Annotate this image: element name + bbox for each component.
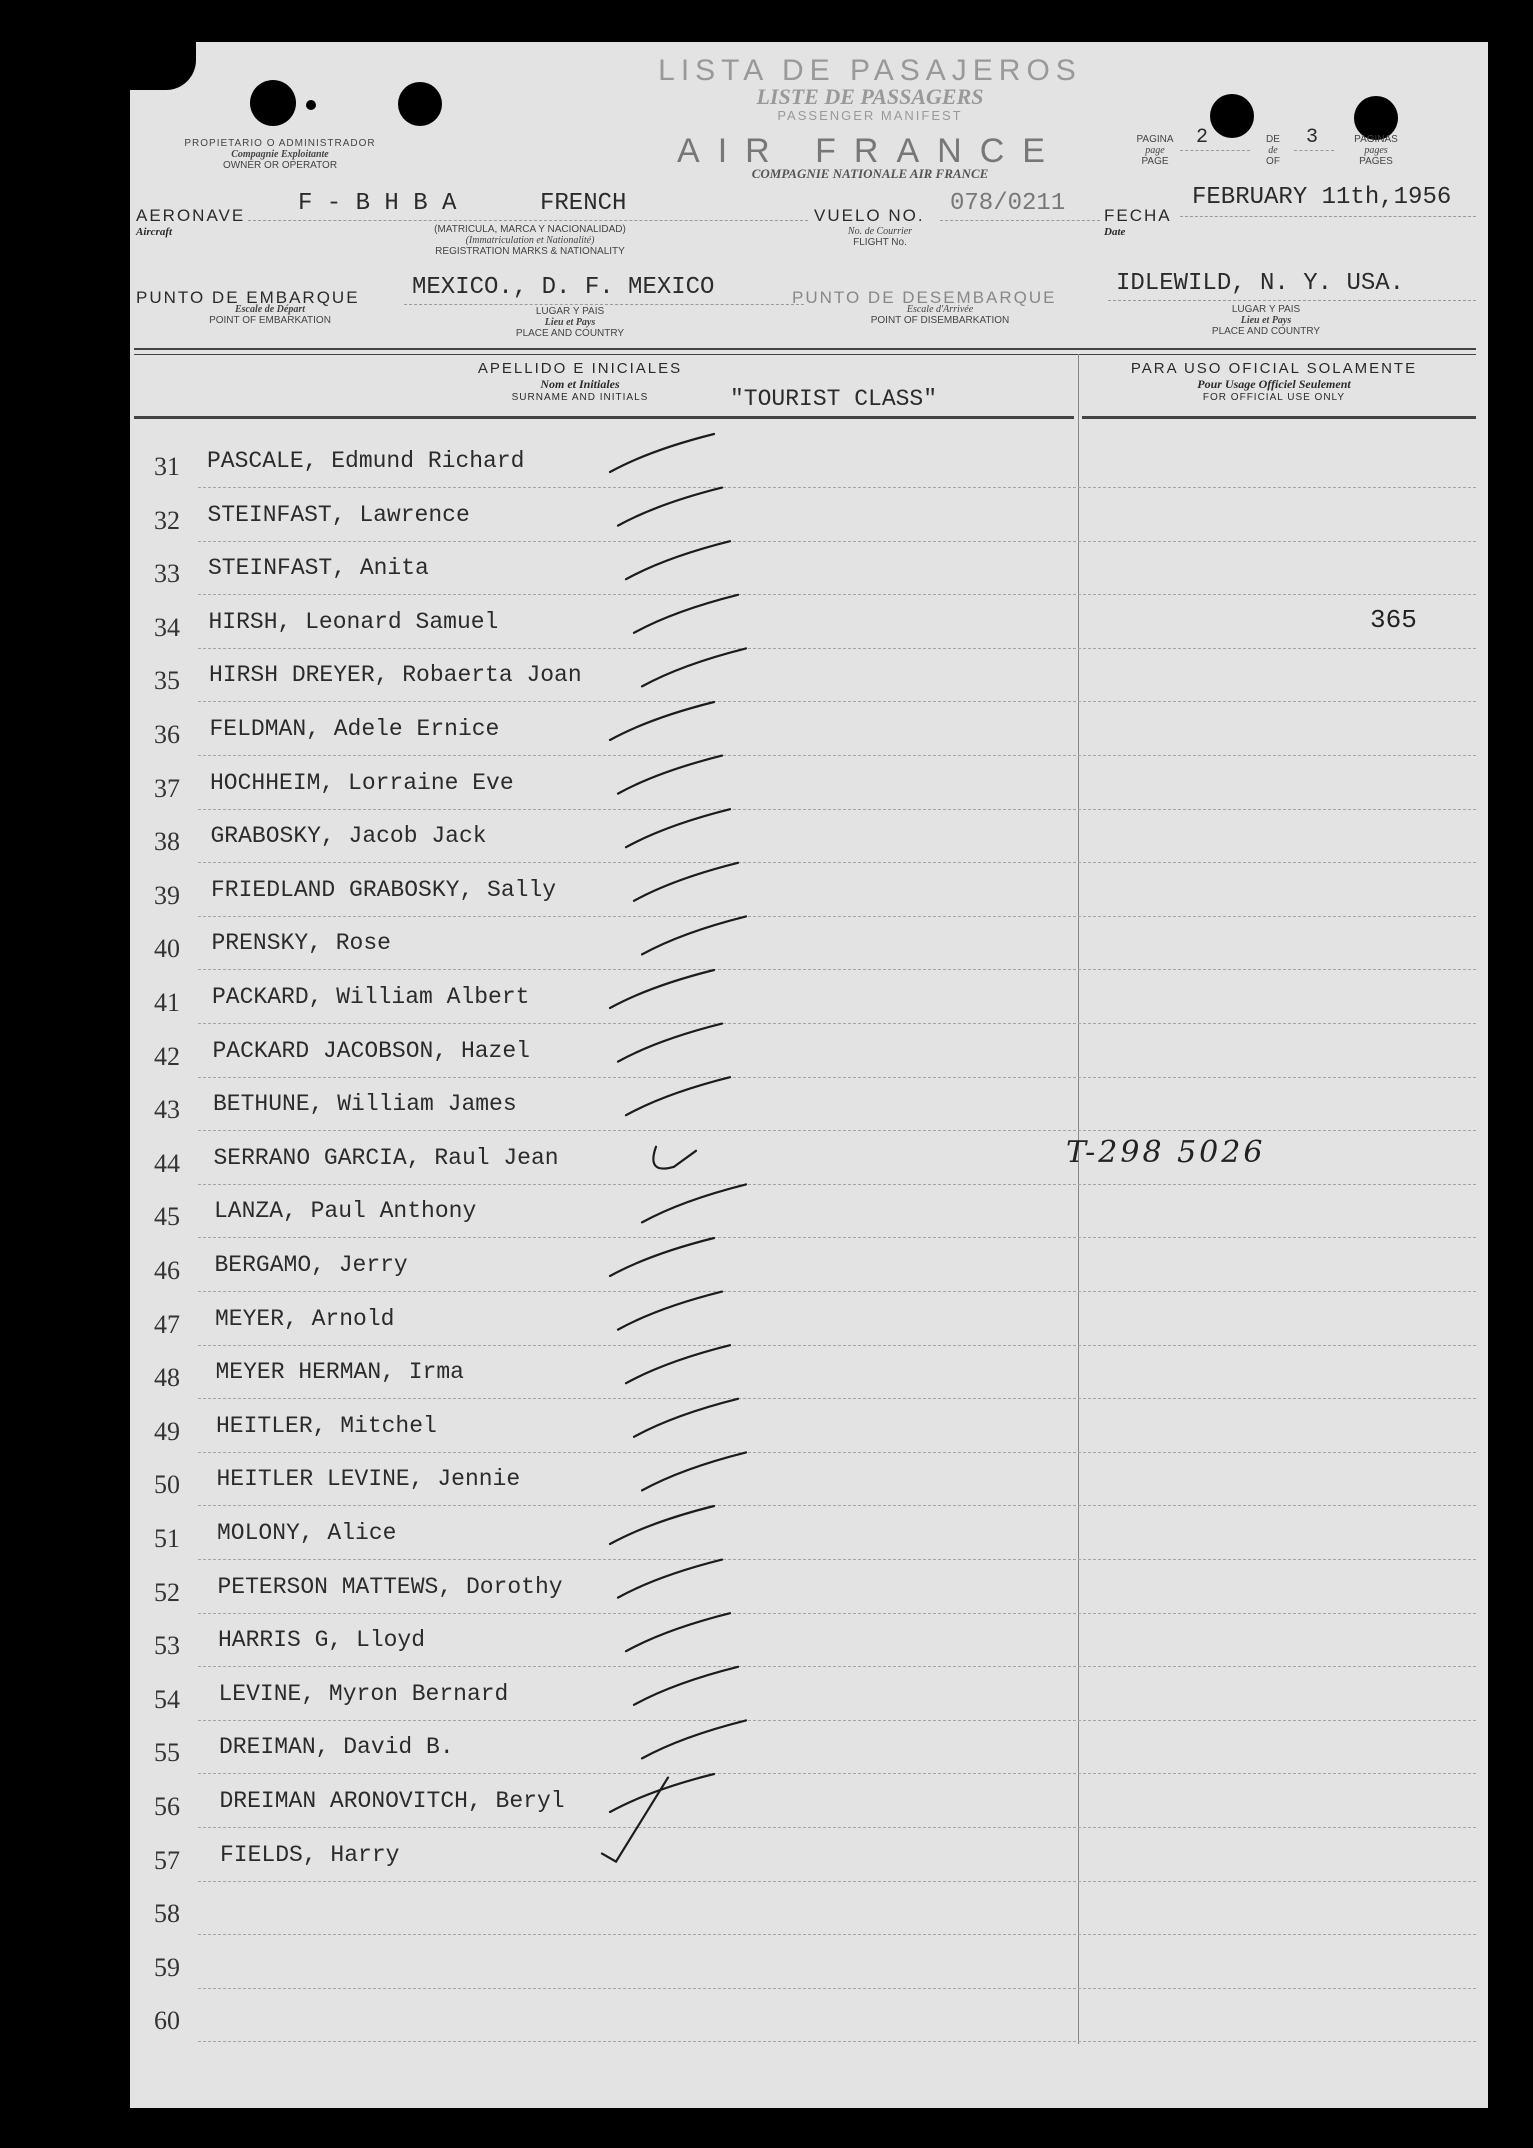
passenger-name: GRABOSKY, Jacob Jack xyxy=(210,823,487,850)
date-label: FECHA Date xyxy=(1104,206,1172,238)
passenger-name: HEITLER, Mitchel xyxy=(216,1412,437,1439)
row-number: 48 xyxy=(154,1363,180,1393)
owner-label: PROPIETARIO O ADMINISTRADOR Compagnie Exploitante OWNER OR OPERATOR xyxy=(184,138,376,171)
flight-label: VUELO NO. xyxy=(814,206,925,225)
pages-label: PAGINAS pages PAGES xyxy=(1354,134,1398,167)
row-number: 32 xyxy=(154,505,180,535)
embark-place: MEXICO., D. F. MEXICO xyxy=(412,274,715,301)
row-number: 44 xyxy=(154,1148,180,1178)
row-number: 51 xyxy=(154,1524,180,1553)
embark-label: PUNTO DE EMBARQUE xyxy=(136,288,360,307)
check-mark xyxy=(610,970,714,1008)
official-note: T-298 5026 xyxy=(1066,1134,1266,1170)
passenger-name: PACKARD JACOBSON, Hazel xyxy=(212,1037,530,1064)
row-number: 54 xyxy=(154,1684,180,1714)
passenger-name: PASCALE, Edmund Richard xyxy=(207,448,525,474)
tourist-class-label: "TOURIST CLASS" xyxy=(730,386,938,412)
check-mark xyxy=(618,1292,722,1330)
check-mark xyxy=(653,1147,696,1169)
passenger-name: PACKARD, William Albert xyxy=(212,984,530,1010)
official-use-header: PARA USO OFICIAL SOLAMENTE Pour Usage Officiel Seulement FOR OFFICIAL USE ONLY xyxy=(1130,360,1418,403)
page-number: 2 xyxy=(1196,126,1209,149)
row-number: 50 xyxy=(154,1470,180,1500)
row-number: 34 xyxy=(154,612,180,642)
manifest-sheet xyxy=(130,42,1488,2108)
passenger-name: HARRIS G, Lloyd xyxy=(218,1627,426,1654)
passenger-name: LANZA, Paul Anthony xyxy=(214,1198,477,1225)
embark-place-caption: LUGAR Y PAIS Lieu et Pays PLACE AND COUNTRY xyxy=(515,306,625,339)
aircraft-label: AERONAVE Aircraft xyxy=(136,206,246,238)
check-mark xyxy=(610,1506,714,1544)
passenger-name: SERRANO GARCIA, Raul Jean xyxy=(213,1144,559,1171)
check-mark xyxy=(634,595,738,633)
check-mark xyxy=(642,1720,746,1758)
page-label: PAGINA page PAGE xyxy=(1136,134,1174,167)
row-number: 60 xyxy=(154,2006,180,2036)
row-number: 42 xyxy=(154,1041,180,1071)
disembark-label: PUNTO DE DESEMBARQUE xyxy=(792,288,1057,307)
airline-name: AIR FRANCE xyxy=(677,132,1063,170)
total-pages: 3 xyxy=(1306,126,1319,149)
passenger-name: HIRSH, Leonard Samuel xyxy=(208,608,499,635)
passenger-name: HEITLER LEVINE, Jennie xyxy=(216,1466,521,1493)
check-mark xyxy=(634,1399,738,1437)
passenger-name: HOCHHEIM, Lorraine Eve xyxy=(210,769,514,796)
check-mark xyxy=(626,1613,730,1651)
passenger-name: BERGAMO, Jerry xyxy=(214,1252,408,1278)
passenger-name: HIRSH DREYER, Robaerta Joan xyxy=(209,662,582,689)
check-mark xyxy=(610,1238,714,1276)
check-mark xyxy=(634,863,738,901)
check-mark xyxy=(610,702,714,740)
row-number: 57 xyxy=(154,1845,180,1875)
embark-caption: Escale de Départ POINT OF EMBARKATION xyxy=(209,304,331,326)
passenger-name: MOLONY, Alice xyxy=(217,1520,397,1546)
passenger-name: LEVINE, Myron Bernard xyxy=(218,1680,509,1707)
check-mark xyxy=(642,648,746,686)
passenger-name: PRENSKY, Rose xyxy=(211,930,391,957)
row-number: 41 xyxy=(154,988,180,1017)
row-number: 58 xyxy=(154,1899,180,1929)
disembark-place-caption: LUGAR Y PAIS Lieu et Pays PLACE AND COUNTRY xyxy=(1211,304,1321,337)
official-note: 365 xyxy=(1370,604,1417,635)
passenger-name: FRIEDLAND GRABOSKY, Sally xyxy=(211,876,557,903)
passenger-name: STEINFAST, Anita xyxy=(208,555,429,582)
passenger-name: FIELDS, Harry xyxy=(220,1841,400,1868)
check-marks xyxy=(130,42,1488,2108)
row-number: 38 xyxy=(154,827,180,857)
flight-number: 078/0211 xyxy=(950,190,1066,217)
check-mark xyxy=(618,1560,722,1598)
check-mark xyxy=(626,541,730,579)
passenger-name: BETHUNE, William James xyxy=(213,1091,517,1118)
row-number: 56 xyxy=(154,1792,180,1821)
of-label: DE de OF xyxy=(1266,134,1280,167)
row-number: 59 xyxy=(154,1952,180,1982)
disembark-caption: Escale d'Arrivée POINT OF DISEMBARKATION xyxy=(870,304,1010,326)
check-mark xyxy=(618,1024,722,1062)
passenger-name: MEYER HERMAN, Irma xyxy=(215,1359,464,1386)
row-number: 49 xyxy=(154,1416,180,1446)
check-mark xyxy=(642,916,746,954)
disembark-place: IDLEWILD, N. Y. USA. xyxy=(1116,270,1405,297)
passenger-name: STEINFAST, Lawrence xyxy=(207,501,470,528)
row-number: 43 xyxy=(154,1095,180,1125)
flight-date: FEBRUARY 11th,1956 xyxy=(1192,184,1452,211)
aircraft-registration: F - B H B A xyxy=(298,190,457,217)
title-english: PASSENGER MANIFEST xyxy=(777,108,963,123)
flight-caption: No. de Courrier FLIGHT No. xyxy=(847,226,913,248)
row-number: 46 xyxy=(154,1256,180,1285)
name-column-header: APELLIDO E INICIALES Nom et Initiales SURNAME AND INITIALS xyxy=(477,360,683,403)
check-mark xyxy=(626,1077,730,1115)
airline-subtitle: COMPAGNIE NATIONALE AIR FRANCE xyxy=(751,166,989,181)
row-number: 35 xyxy=(154,666,180,696)
row-number: 31 xyxy=(154,452,180,481)
row-number: 36 xyxy=(154,720,180,749)
passenger-name: FELDMAN, Adele Ernice xyxy=(209,716,500,742)
check-mark xyxy=(610,1774,714,1812)
row-number: 39 xyxy=(154,880,180,910)
row-number: 53 xyxy=(154,1631,180,1661)
row-number: 33 xyxy=(154,559,180,589)
check-mark xyxy=(618,756,722,794)
row-number: 55 xyxy=(154,1738,180,1768)
row-number: 47 xyxy=(154,1309,180,1339)
check-mark xyxy=(642,1184,746,1222)
check-mark xyxy=(642,1452,746,1490)
passenger-name: PETERSON MATTEWS, Dorothy xyxy=(217,1573,563,1600)
passenger-name: DREIMAN ARONOVITCH, Beryl xyxy=(219,1788,565,1814)
title-french: LISTE DE PASSAGERS xyxy=(756,84,984,109)
passenger-name: MEYER, Arnold xyxy=(215,1305,395,1332)
check-mark xyxy=(626,809,730,847)
check-mark xyxy=(618,488,722,526)
check-mark xyxy=(610,434,714,472)
row-number: 40 xyxy=(154,934,180,964)
row-number: 52 xyxy=(154,1577,180,1607)
row-number: 45 xyxy=(154,1202,180,1232)
title-spanish: LISTA DE PASAJEROS xyxy=(658,54,1082,87)
aircraft-nationality: FRENCH xyxy=(540,190,627,217)
registration-caption: (MATRICULA, MARCA Y NACIONALIDAD) (Immatriculation et Nationalité) REGISTRATION MARKS & NATIONALITY xyxy=(434,224,626,257)
passenger-name: DREIMAN, David B. xyxy=(219,1734,454,1761)
check-mark xyxy=(626,1345,730,1383)
check-mark xyxy=(634,1667,738,1705)
row-number: 37 xyxy=(154,773,180,803)
